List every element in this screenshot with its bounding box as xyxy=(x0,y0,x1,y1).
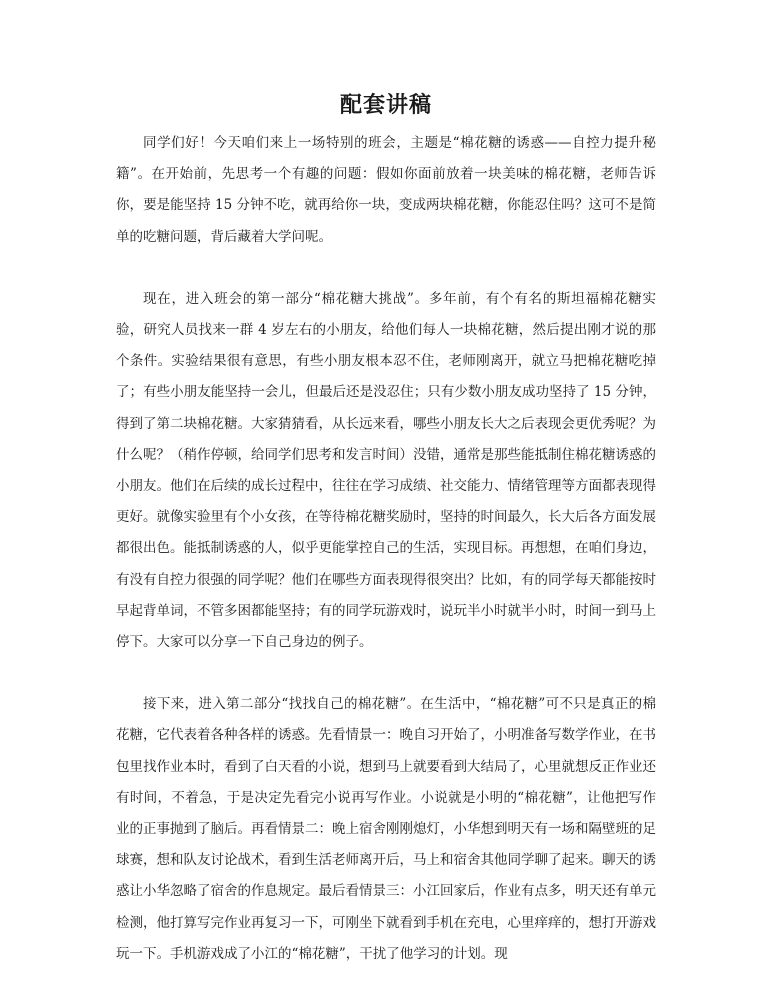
paragraph-spacer xyxy=(116,253,656,284)
paragraph-intro: 同学们好！今天咱们来上一场特别的班会，主题是“棉花糖的诱惑——自控力提升秘籍”。在开始前，先思考一个有趣的问题：假如你面前放着一块美味的棉花糖，老师告诉你，要是能坚持 15 分钟不吃，就再给你一块，变成两块棉花糖，你能忍住吗？这可不是简单的吃糖问题，背后藏着大学问呢。 xyxy=(116,135,656,245)
document-page xyxy=(116,88,656,970)
document-title: 配套讲稿 xyxy=(339,92,432,118)
paragraph-spacer xyxy=(116,658,656,689)
paragraph-part-one: 现在，进入班会的第一部分“棉花糖大挑战”。多年前，有个有名的斯坦福棉花糖实验，研究人员找来一群 4 岁左右的小朋友，给他们每人一块棉花糖，然后提出刚才说的那个条件。实验结果很有意思，有些小朋友根本忍不住，老师刚离开，就立马把棉花糖吃掉了；有些小朋友能坚持一会儿，但最后还是没忍住；只有少数小朋友成功坚持了 15 分钟，得到了第二块棉花糖。大家猜猜看，从长远来看，哪些小朋友长大之后表现会更优秀呢？为什么呢？（稍作停顿，给同学们思考和发言时间）没错，通常是那些能抵制住棉花糖诱惑的小朋友。他们在后续的成长过程中，往往在学习成绩、社交能力、情绪管理等方面都表现得更好。就像实验里有个小女孩，在等待棉花糖奖励时，坚持的时间最久，长大后各方面发展都很出色。能抵制诱惑的人，似乎更能掌控自己的生活，实现目标。再想想，在咱们身边，有没有自控力很强的同学呢？他们在哪些方面表现得很突出？比如，有的同学每天都能按时早起背单词，不管多困都能坚持；有的同学玩游戏时，说玩半小时就半小时，时间一到马上停下。大家可以分享一下自己身边的例子。 xyxy=(116,290,656,651)
paragraph-part-two: 接下来，进入第二部分“找找自己的棉花糖”。在生活中，“棉花糖”可不只是真正的棉花糖，它代表着各种各样的诱惑。先看情景一：晚自习开始了，小明准备写数学作业，在书包里找作业本时，看到了白天看的小说，想到马上就要看到大结局了，心里就想反正作业还有时间，不着急，于是决定先看完小说再写作业。小说就是小明的“棉花糖”，让他把写作业的正事抛到了脑后。再看情景二：晚上宿舍刚刚熄灯，小华想到明天有一场和隔壁班的足球赛，想和队友讨论战术，看到生活老师离开后，马上和宿舍其他同学聊了起来。聊天的诱惑让小华忽略了宿舍的作息规定。最后看情景三：小江回家后，作业有点多，明天还有单元检测，他打算写完作业再复习一下，可刚坐下就看到手机在充电，心里痒痒的，想打开游戏玩一下。手机游戏成了小江的“棉花糖”，干扰了他学习的计划。现 xyxy=(116,696,656,962)
